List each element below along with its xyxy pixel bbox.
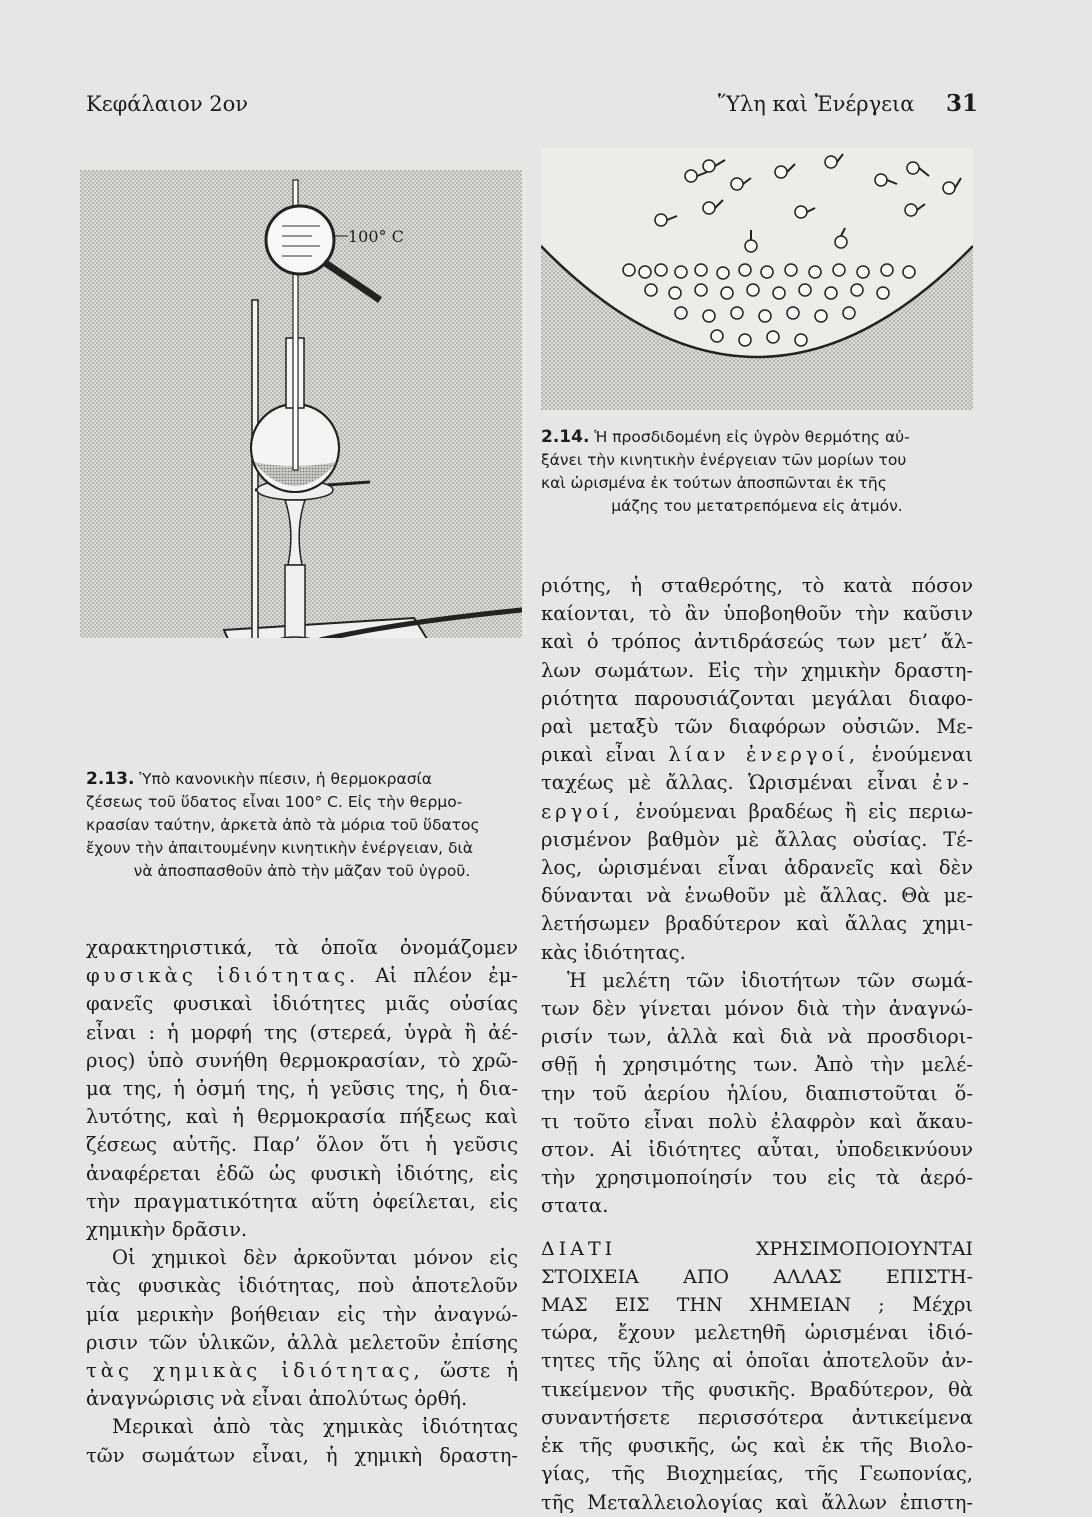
page-number: 31 [946, 90, 979, 117]
text-line: ρισίν των, ἀλλὰ καὶ διὰ νὰ προσδιορι- [541, 1025, 973, 1049]
text-line: χημικὴν δρᾶσιν. [86, 1218, 248, 1242]
text-line: Μερικαὶ ἀπὸ τὰς χημικὰς ἰδιότητας [112, 1415, 518, 1439]
text-line: ἐκ τῆς φυσικῆς, ὡς καὶ ἐκ τῆς Βιολο- [541, 1434, 973, 1458]
text-line: τώρα, ἔχουν μελετηθῆ ὡρισμέναι ἰδιό- [541, 1321, 973, 1345]
text-line: στατα. [541, 1194, 609, 1218]
text-line: την τοῦ ἀερίου ἡλίου, διαπιστοῦται ὅ- [541, 1081, 973, 1105]
section-heading: ΧΡΗΣΙΜΟΠΟΙΟΥΝΤΑΙ [755, 1237, 973, 1260]
caption-line: Ὑπὸ κανονικὴν πίεσιν, ἡ θερμοκρασία [139, 770, 432, 788]
text-line: σθῇ ἡ χρησιμότης των. Ἀπὸ τὴν μελέ- [541, 1053, 973, 1077]
caption-line: ξάνει τὴν κινητικὴν ἐνέργειαν τῶν μορίων του [541, 451, 907, 469]
text-line: των δὲν γίνεται μόνον διὰ τὴν ἀναγνώ- [541, 997, 973, 1021]
text-line: λος, ὡρισμέναι εἶναι ἀδρανεῖς καὶ δὲν [541, 856, 973, 880]
text-line: Αἱ πλέον ἐμ- [375, 964, 518, 988]
body-text-right-column [541, 572, 973, 1517]
show-through-text [560, 92, 565, 112]
body-text-left-column [86, 934, 518, 1470]
text-line: ἀναγνώρισις νὰ εἶναι ἀπολύτως ὀρθή. [86, 1387, 468, 1411]
emphasis-spaced: φυσικὰς ἰδιότητας. [86, 964, 360, 988]
text-line: τικείμενον τῆς φυσικῆς. Βραδύτερον, θὰ [541, 1377, 973, 1401]
text-line: λυτότης, καὶ ἡ θερμοκρασία πήξεως καὶ [86, 1105, 518, 1129]
text-line: γίας, τῆς Βιοχημείας, τῆς Γεωπονίας, [541, 1462, 973, 1486]
text-line: ριος) ὑπὸ συνήθη θερμοκρασίαν, τὸ χρῶ- [86, 1048, 518, 1072]
figure-boiling-flask [80, 170, 522, 638]
text-line: δύνανται νὰ ἑνωθοῦν μὲ ἄλλας. Θὰ με- [541, 884, 973, 908]
caption-line: νὰ ἀποσπασθοῦν ἀπὸ τὴν μᾶζαν τοῦ ὑγροῦ. [133, 862, 471, 880]
emphasis-spaced: λίαν ἐνεργοί, [668, 743, 860, 767]
text-line: τὴν χρησιμοποίησίν του εἰς τὰ ἀερό- [541, 1166, 973, 1190]
figure-caption-2-14 [541, 426, 973, 518]
caption-line: ζέσεως τοῦ ὕδατος εἶναι 100° C. Εἰς τὴν θερμο- [86, 793, 463, 811]
caption-line: ἔχουν τὴν ἀπαιτουμένην κινητικὴν ἐνέργειαν, διὰ [86, 839, 473, 857]
text-line: μα της, ἡ ὀσμή της, ἡ γεῦσις της, ἡ δια- [86, 1077, 518, 1101]
text-line: Οἱ χημικοὶ δὲν ἀρκοῦνται μόνον εἰς [112, 1246, 518, 1270]
caption-number: 2.13. [86, 769, 135, 789]
emphasis-spaced: ἐν- [932, 771, 973, 795]
running-header-chapter: Κεφάλαιον 2ον [86, 92, 249, 116]
text-line: ἑνούμεναι βραδέως ἢ εἰς περιω- [635, 799, 974, 823]
caption-line: κρασίαν ταύτην, ἀρκετὰ ἀπὸ τὰ μόρια τοῦ ὕδατος [86, 816, 480, 834]
caption-line: καὶ ὡρισμένα ἐκ τούτων ἀποσπῶνται ἐκ τῆς [541, 474, 887, 492]
text-line: ἑνούμεναι [871, 743, 973, 767]
text-line: τητες τῆς ὕλης αἱ ὁποῖαι ἀποτελοῦν ἀν- [541, 1349, 973, 1373]
section-heading: ΜΑΣ ΕΙΣ ΤΗΝ ΧΗΜΕΙΑΝ ; [541, 1294, 885, 1317]
section-heading: ΔΙΑΤΙ [541, 1237, 617, 1260]
text-line: τῶν σωμάτων εἶναι, ἡ χημικὴ δραστη- [86, 1443, 518, 1467]
section-heading: ΣΤΟΙΧΕΙΑ ΑΠΟ ΑΛΛΑΣ ΕΠΙΣΤΗ- [541, 1265, 973, 1288]
text-line: ρισιν τῶν ὑλικῶν, ἀλλὰ μελετοῦν ἐπίσης [86, 1330, 518, 1354]
text-line: τὰς φυσικὰς ἰδιότητας, ποὺ ἀποτελοῦν [86, 1274, 518, 1298]
emphasis-spaced: τὰς χημικὰς ἰδιότητας, [86, 1359, 424, 1383]
text-line: κὰς ἰδιότητας. [541, 940, 686, 964]
figure-molecules-evaporating [541, 148, 973, 410]
caption-line: μάζης του μετατρεπόμενα εἰς ἀτμόν. [611, 497, 903, 515]
text-line: ρισμένον βαθμὸν μὲ ἄλλας οὐσίας. Τέ- [541, 827, 973, 851]
text-line: τὴν πραγματικότητα αὕτη ὀφείλεται, εἰς [86, 1189, 518, 1213]
text-line: εἶναι : ἡ μορφή της (στερεά, ὑγρὰ ἢ ἀέ- [86, 1020, 518, 1044]
text-line: φανεῖς φυσικαὶ ἰδιότητες μιᾶς οὐσίας [86, 992, 518, 1016]
text-line: Μέχρι [912, 1293, 973, 1317]
text-line: τι τοῦτο εἶναι πολὺ ἐλαφρὸν καὶ ἄκαυ- [541, 1109, 973, 1133]
caption-line: Ἡ προσδιδομένη εἰς ὑγρὸν θερμότης αὐ- [594, 428, 910, 446]
text-line: καὶ ὁ τρόπος ἀντιδράσεώς των μετ’ ἄλ- [541, 630, 973, 654]
text-line: χαρακτηριστικά, τὰ ὁποῖα ὀνομάζομεν [86, 936, 518, 959]
text-line: ὥστε ἡ [439, 1359, 518, 1383]
text-line: λετήσωμεν βραδύτερον καὶ ἄλλας χημι- [541, 912, 973, 936]
running-header-title: Ὕλη καὶ Ἐνέργεια [718, 92, 915, 116]
text-line: ἀναφέρεται ἐδῶ ὡς φυσικὴ ἰδιότης, εἰς [86, 1161, 518, 1185]
text-line: ραὶ μεταξὺ τῶν διαφόρων οὐσιῶν. Με- [541, 715, 973, 739]
emphasis-spaced: εργοί, [541, 799, 624, 823]
text-line: Ἡ μελέτη τῶν ἰδιοτήτων τῶν σωμά- [567, 968, 973, 992]
text-line: ριότητα παρουσιάζονται μεγάλαι διαφο- [541, 686, 973, 710]
text-line: ριότης, ἡ σταθερότης, τὸ κατὰ πόσον [541, 574, 973, 597]
text-line: μία μερικὴν βοήθειαν εἰς τὴν ἀναγνώ- [86, 1302, 518, 1326]
text-line: λων σωμάτων. Εἰς τὴν χημικὴν δραστη- [541, 658, 973, 682]
caption-number: 2.14. [541, 427, 590, 447]
text-line: τῆς Μεταλλειολογίας καὶ ἄλλων ἐπιστη- [541, 1490, 973, 1514]
text-line: ζέσεως αὐτῆς. Παρ’ ὅλον ὅτι ἡ γεῦσις [86, 1133, 518, 1157]
figure-caption-2-13 [86, 768, 518, 883]
text-line: καίονται, τὸ ἂν ὑποβοηθοῦν τὴν καῦσιν [541, 602, 973, 626]
text-line: συναντήσετε περισσότερα ἀντικείμενα [541, 1405, 973, 1429]
text-line: ταχέως μὲ ἄλλας. Ὡρισμέναι εἶναι [541, 771, 918, 795]
thermometer-label: 100° C [348, 227, 404, 246]
text-line: στον. Αἱ ἰδιότητες αὗται, ὑποδεικνύουν [541, 1138, 973, 1162]
text-line: ρικαὶ εἶναι [541, 743, 657, 767]
